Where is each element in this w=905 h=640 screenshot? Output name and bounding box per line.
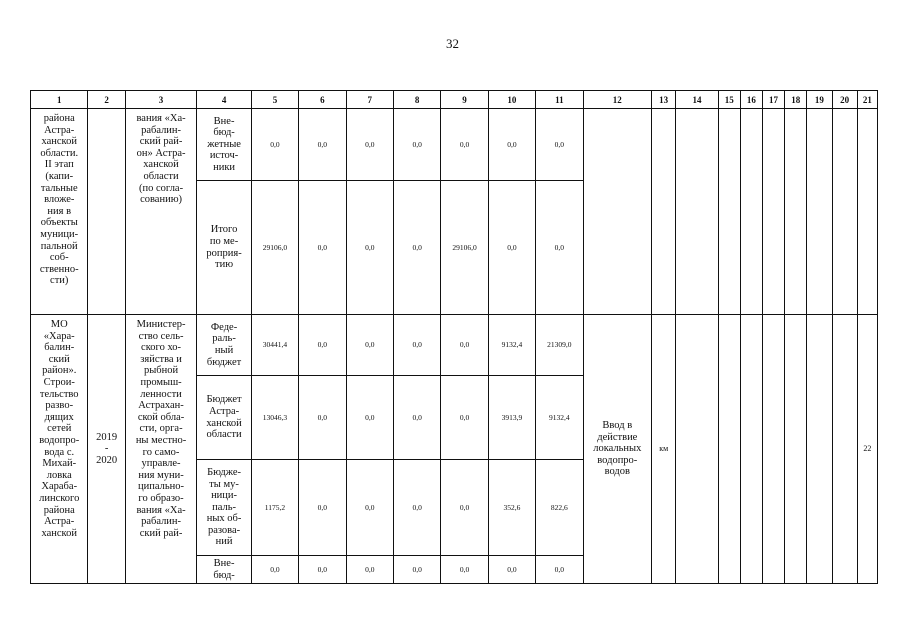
value-cell: 0,0 xyxy=(346,460,393,556)
value-cell: 0,0 xyxy=(393,460,440,556)
indicator-cell xyxy=(676,109,718,315)
value-cell: 21309,0 xyxy=(536,315,583,376)
value-cell: 0,0 xyxy=(441,556,488,584)
value-cell: 0,0 xyxy=(536,109,583,181)
column-number: 4 xyxy=(197,91,251,109)
executor-cell: Министер- ство сель- ского хо- зяйства и рыбной промыш- ленности Астрахан- ской обла- сти, орга- ны местно- го само- управле- ния муни- ципально- го образо- вания «Ха- рабалин- ский рай- xyxy=(125,315,197,584)
funding-source-cell: Бюдже- ты му- ници- паль- ных об- разова- ний xyxy=(197,460,251,556)
column-number: 20 xyxy=(832,91,857,109)
event-name-cell: района Астра- ханской области. II этап (капи- тальные вложе- ния в объекты муници- пальной соб- ственно- сти) xyxy=(31,109,88,315)
value-cell: 0,0 xyxy=(251,556,298,584)
value-cell: 0,0 xyxy=(393,315,440,376)
value-cell: 0,0 xyxy=(441,460,488,556)
indicator-name-cell: Ввод в действие локальных водопро- водов xyxy=(583,315,652,584)
unit-cell: км xyxy=(652,315,676,584)
indicator-cell xyxy=(718,315,740,584)
unit-cell xyxy=(652,109,676,315)
indicator-cell xyxy=(740,315,762,584)
value-cell: 29106,0 xyxy=(251,181,298,315)
page-number: 32 xyxy=(446,36,459,51)
column-number: 9 xyxy=(441,91,488,109)
indicator-cell xyxy=(785,315,807,584)
value-cell: 0,0 xyxy=(488,556,535,584)
indicator-cell xyxy=(676,315,718,584)
value-cell: 13046,3 xyxy=(251,376,298,460)
value-cell: 1175,2 xyxy=(251,460,298,556)
value-cell: 0,0 xyxy=(299,181,346,315)
value-cell: 0,0 xyxy=(346,376,393,460)
value-cell: 0,0 xyxy=(393,181,440,315)
funding-source-cell: Итого по ме- роприя- тию xyxy=(197,181,251,315)
period-cell xyxy=(88,109,125,315)
column-number: 21 xyxy=(857,91,877,109)
indicator-cell xyxy=(762,109,784,315)
column-number-row xyxy=(31,91,878,109)
table-row xyxy=(31,109,878,181)
value-cell: 0,0 xyxy=(299,376,346,460)
value-cell: 0,0 xyxy=(488,181,535,315)
column-number: 6 xyxy=(299,91,346,109)
table-row xyxy=(31,315,878,376)
event-name-cell: МО «Хара- балин- ский район». Строи- тельство разво- дящих сетей водопро- вода с. Михай- ловка Харaба- линского района Астра- ханской xyxy=(31,315,88,584)
funding-source-cell: Бюджет Астра- ханской области xyxy=(197,376,251,460)
column-number: 10 xyxy=(488,91,535,109)
indicator-cell xyxy=(807,315,832,584)
program-table xyxy=(30,90,878,584)
column-number: 19 xyxy=(807,91,832,109)
value-cell: 0,0 xyxy=(488,109,535,181)
column-number: 5 xyxy=(251,91,298,109)
indicator-cell xyxy=(762,315,784,584)
indicator-cell xyxy=(740,109,762,315)
value-cell: 0,0 xyxy=(346,181,393,315)
indicator-cell xyxy=(583,109,652,315)
value-cell: 30441,4 xyxy=(251,315,298,376)
indicator-cell xyxy=(857,109,877,315)
value-cell: 0,0 xyxy=(536,556,583,584)
value-cell: 0,0 xyxy=(346,315,393,376)
indicator-cell xyxy=(785,109,807,315)
indicator-cell xyxy=(807,109,832,315)
value-cell: 822,6 xyxy=(536,460,583,556)
column-number: 3 xyxy=(125,91,197,109)
value-cell: 0,0 xyxy=(393,376,440,460)
column-number: 16 xyxy=(740,91,762,109)
funding-source-cell: Вне- бюд- xyxy=(197,556,251,584)
value-cell: 0,0 xyxy=(299,556,346,584)
value-cell: 0,0 xyxy=(346,109,393,181)
value-cell: 9132,4 xyxy=(536,376,583,460)
indicator-cell xyxy=(832,315,857,584)
funding-source-cell: Вне- бюд- жетные источ- ники xyxy=(197,109,251,181)
column-number: 17 xyxy=(762,91,784,109)
column-number: 12 xyxy=(583,91,652,109)
column-number: 13 xyxy=(652,91,676,109)
value-cell: 0,0 xyxy=(251,109,298,181)
value-cell: 29106,0 xyxy=(441,181,488,315)
value-cell: 0,0 xyxy=(441,109,488,181)
column-number: 8 xyxy=(393,91,440,109)
value-cell: 352,6 xyxy=(488,460,535,556)
column-number: 14 xyxy=(676,91,718,109)
indicator-cell: 22 xyxy=(857,315,877,584)
value-cell: 9132,4 xyxy=(488,315,535,376)
executor-cell: вания «Ха- рабалин- ский рай- он» Астра- ханской области (по согла- сованию) xyxy=(125,109,197,315)
value-cell: 3913,9 xyxy=(488,376,535,460)
period-cell: 2019 - 2020 xyxy=(88,315,125,584)
value-cell: 0,0 xyxy=(393,556,440,584)
value-cell: 0,0 xyxy=(346,556,393,584)
value-cell: 0,0 xyxy=(393,109,440,181)
column-number: 15 xyxy=(718,91,740,109)
column-number: 1 xyxy=(31,91,88,109)
indicator-cell xyxy=(832,109,857,315)
value-cell: 0,0 xyxy=(536,181,583,315)
column-number: 11 xyxy=(536,91,583,109)
value-cell: 0,0 xyxy=(299,109,346,181)
funding-source-cell: Феде- раль- ный бюджет xyxy=(197,315,251,376)
indicator-cell xyxy=(718,109,740,315)
column-number: 2 xyxy=(88,91,125,109)
value-cell: 0,0 xyxy=(441,376,488,460)
column-number: 18 xyxy=(785,91,807,109)
value-cell: 0,0 xyxy=(441,315,488,376)
column-number: 7 xyxy=(346,91,393,109)
value-cell: 0,0 xyxy=(299,315,346,376)
value-cell: 0,0 xyxy=(299,460,346,556)
